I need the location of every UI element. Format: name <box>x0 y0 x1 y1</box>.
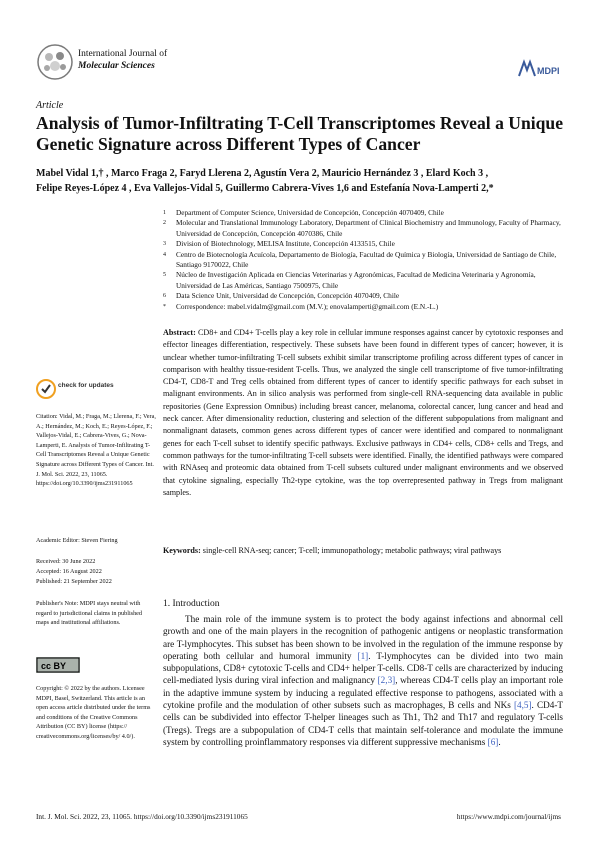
affiliations <box>163 208 563 312</box>
affiliation-text: Molecular and Translational Immunology Laboratory, Department of Clinical Biochemistry and Immunology, Faculty of Pharmacy, Universidad de Concepción, Concepción 4070386, Chile <box>176 218 561 238</box>
intro-text-segment: . CD4-T cells can be subdivided into effector T-helper lineages such as Th1, Th2 and Th17 and regulatory T-cells (Tregs). Tregs are a subpopulation of CD4-T cells that maintain self-tolerance and modulate the immune system by controlling proinflammatory responses via different suppressive mechanisms <box>163 700 564 747</box>
keywords-label: Keywords: <box>163 546 201 555</box>
reference-link[interactable]: [2,3] <box>377 675 396 686</box>
reference-link[interactable]: [6] <box>487 736 499 747</box>
affiliation-item <box>163 250 563 271</box>
affiliation-number: 2 <box>163 220 166 227</box>
journal-name <box>78 48 167 72</box>
abstract-label: Abstract: <box>163 328 196 337</box>
journal-name-line1: International Journal of <box>78 49 168 59</box>
mdpi-logo-icon <box>517 60 561 78</box>
footer-journal-url[interactable]: https://www.mdpi.com/journal/ijms <box>456 812 561 821</box>
affiliation-number: 6 <box>163 293 166 300</box>
paper-title: Analysis of Tumor-Infiltrating T-Cell Transcriptomes Reveal a Unique Genetic Signature across Different Types of Cancer <box>36 113 564 154</box>
reference-link[interactable]: [1] <box>357 650 369 661</box>
intro-text-segment: , whereas CD4-T cells play an important role in the adaptive immune system by inducing a regulated effective response to pathogens, associated with a cytokine profile and the modulation of other subsets such as macrophages, B cells and NKs <box>163 675 563 711</box>
affiliation-number: * <box>163 303 166 310</box>
date-published: Published: 21 September 2022 <box>36 578 112 585</box>
abstract-text: CD8+ and CD4+ T-cells play a key role in cellular immune responses against cancer by cytotoxic responses and effector lineages differentiation, respectively. These subsets have been found in different types of cancer; however, it is unclear whether tumor-infiltrating T-cell subsets exhibit similar transcriptome profiling across different types of cancer in comparison with healthy tissue-resident T-cells. Thus, we analyzed the single cell transcriptome of five tumor-infiltrating CD4-T, CD8-T and Treg cells obtained from different types of cancer to identify specific pathways for each subset in malignant environments. An in silico analysis was performed from single-cell RNA-sequencing data available in public repositories (Gene Expression Omnibus) including breast cancer, melanoma, colorectal cancer, lung cancer and head and neck cancer. After dimensionality reduction, clustering and selection of the different subpopulations from malignant and nonmalignant datasets, common genes across different types of cancer were identified and compared to nonmalignant genes for each T-cell subset to identify specific pathways. Exclusive pathways in CD4+ cells, CD8+ cells and Tregs, and common pathways for the tumor-infiltrating T-cell subsets were identified. Finally, the identified pathways were compared with RNAseq and proteomic data obtained from T-cell subsets cultured under malignant environments and we observed that cytokine signaling, especially Th2-type cytokine, was the top overrepresented pathway in Tregs from malignant samples. <box>163 328 563 497</box>
affiliation-text: Department of Computer Science, Universidad de Concepción, Concepción 4070409, Chile <box>176 208 444 217</box>
affiliation-item <box>163 270 563 291</box>
publisher-note: Publisher's Note: MDPI stays neutral with regard to jurisdictional claims in published maps and institutional affiliations. <box>36 600 143 627</box>
abstract <box>163 327 563 499</box>
footer-citation: Int. J. Mol. Sci. 2022, 23, 11065. https://doi.org/10.3390/ijms231911065 <box>36 812 248 821</box>
affiliation-text: Centro de Biotecnología Acuícola, Departamento de Biología, Facultad de Química y Biología, Universidad de Santiago de Chile, Santiago 9170022, Chile <box>176 249 557 270</box>
affiliation-number: 4 <box>163 251 166 258</box>
cc-by-license-icon[interactable] <box>36 657 80 673</box>
journal-name-line2: Molecular Sciences <box>78 61 155 71</box>
author-line-2: Felipe Reyes-López 4 , Eva Vallejos-Vidal 5, Guillermo Cabrera-Vives 1,6 and Estefanía Nova-Lamperti 2,* <box>36 183 494 194</box>
check-updates-text: check for updates <box>58 382 114 389</box>
affiliation-item <box>163 239 563 249</box>
intro-text-segment: . T-lymphocytes can be divided into two main subpopulations, CD8+ cytotoxic T-cells and CD4+ helper T-cells. CD8-T cells are characterized by inducing cell-mediated lysis during viral infection and malignancy <box>163 650 563 686</box>
keywords <box>163 545 563 557</box>
affiliation-text: Division of Biotechnology, MELISA Institute, Concepción 4133515, Chile <box>176 239 395 249</box>
date-received: Received: 30 June 2022 <box>36 558 96 565</box>
copyright: Copyright: © 2022 by the authors. Licensee MDPI, Basel, Switzerland. This article is an open access article distributed under the terms and conditions of the Creative Commons Attribution (CC BY) license (https:// creativecommons.org/licenses/by/ 4.0/). <box>36 685 151 740</box>
affiliation-item <box>163 291 563 301</box>
cc-text: cc BY <box>41 661 67 671</box>
author-line-1: Mabel Vidal 1,† , Marco Fraga 2, Faryd Llerena 2, Agustín Vera 2, Mauricio Hernández 3 , Elard Koch 3 , <box>36 168 489 179</box>
introduction-text <box>163 613 563 748</box>
affiliation-item <box>163 302 563 312</box>
affiliation-item <box>163 218 563 239</box>
keywords-text: single-cell RNA-seq; cancer; T-cell; immunopathology; metabolic pathways; viral pathways <box>202 546 502 555</box>
affiliation-text: Correspondence: mabel.vidalm@gmail.com (M.V.); enovalamperti@gmail.com (E.N.-L.) <box>176 301 439 311</box>
affiliation-text: Data Science Unit, Universidad de Concepción, Concepción 4070409, Chile <box>176 291 400 301</box>
reference-link[interactable]: [4,5] <box>513 700 532 711</box>
date-accepted: Accepted: 16 August 2022 <box>36 568 102 575</box>
mdpi-logo-text: MDPI <box>537 66 560 76</box>
affiliation-text: Núcleo de Investigación Aplicada en Ciencias Veterinarias y Agronómicas, Facultad de Medicina Veterinaria y Agronomía, Universidad de Las Américas, Santiago 7500975, Chile <box>176 270 536 290</box>
academic-editor: Academic Editor: Steven Fiering <box>36 537 118 544</box>
affiliation-number: 3 <box>163 241 166 248</box>
journal-logo-icon <box>36 43 74 81</box>
citation: Citation: Vidal, M.; Fraga, M.; Llerena, F.; Vera, A.; Hernández, M.; Koch, E.; Reyes-López, F.; Vallejos-Vidal, E.; Cabrera-Vives, G.; Nova-Lamperti, E. Analysis of Tumor-Infiltrating T-Cell Transcriptomes Reveal a Unique Genetic Signature across Different Types of Cancer. Int. J. Mol. Sci. 2022, 23, 11065. https://doi.org/10.3390/ijms231911065 <box>36 413 156 488</box>
intro-text-segment: The main role of the immune system is to protect the body against infections and abnormal cell growth and one of the main players in the recognition of pathogenic antigens or neoplastic transformation are T-lymphocytes. This subset has been shown to be involved in the regulation of the immune response by operating both cellular and humoral immunity <box>163 614 563 661</box>
author-list <box>36 166 564 196</box>
intro-text-segment: . <box>498 736 501 747</box>
affiliation-number: 1 <box>163 210 166 216</box>
intro-paragraph <box>163 613 563 748</box>
check-for-updates-icon[interactable] <box>36 378 114 400</box>
article-type: Article <box>36 100 64 111</box>
section-heading: 1. Introduction <box>163 599 220 609</box>
affiliation-number: 5 <box>163 272 166 279</box>
affiliation-item <box>163 208 563 218</box>
